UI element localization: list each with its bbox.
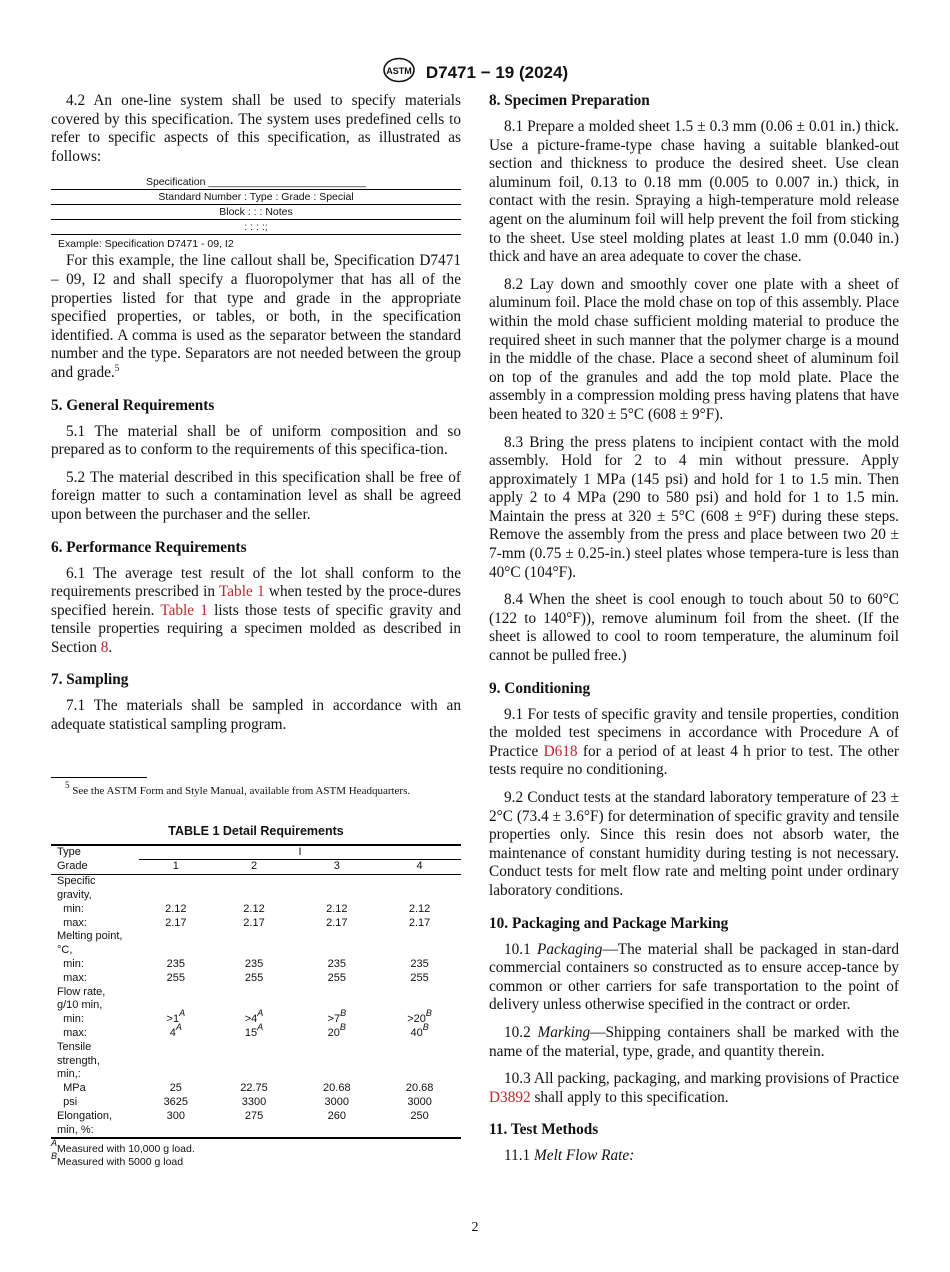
- row-label: min, %:: [51, 1124, 139, 1139]
- table-cell: 25: [169, 1082, 182, 1095]
- table-cell: 250: [410, 1109, 429, 1122]
- paragraph-8-3: 8.3 Bring the press platens to incipient contact with the mold assembly. Hold for 2 to 4 min without pressure. Apply approximately 1 MPa (145 psi) and hold for 1 to 1.5 min. Then apply 2 to 4 MPa (290 to 580 psi) and hold for 1 to 1.5 min. Maintain the press at 320 ± 5°C (608 ± 9°F) during these steps. Remove the assembly from the press and place between two 20 ± 7-mm (0.75 ± 0.25-in.) steel plates whose tempera-ture is less than 40°C (104°F).: [489, 433, 899, 581]
- table-cell: [378, 986, 461, 1000]
- table-note-b: $^B$Measured with 5000 g load: [51, 1151, 184, 1169]
- table-row: [51, 1041, 461, 1055]
- table-cell: [139, 944, 213, 958]
- table-grade-row: [51, 860, 461, 875]
- table-cell: 235: [244, 958, 264, 971]
- section-8-heading: 8. Specimen Preparation: [489, 92, 650, 109]
- table-cell: 235: [327, 958, 346, 971]
- table-type-row: [51, 845, 461, 860]
- paragraph-8-4: 8.4 When the sheet is cool enough to touch about 50 to 60°C (122 to 140°F)), remove aluminum foil from the sheet. (If the sheet is allowed to cool to room temperature, the aluminum foil cannot be pulled free.): [489, 591, 899, 665]
- table-cell: 260: [327, 1109, 346, 1122]
- table-cell: $40^B$: [410, 1022, 429, 1040]
- row-label: Elongation,: [57, 1109, 113, 1122]
- paragraph-8-1: 8.1 Prepare a molded sheet 1.5 ± 0.3 mm (0.06 ± 0.01 in.) thick. Use a picture-frame-type chase having a suitable blanked-out section and thickness to produce the desired sheet. Use clean aluminum foil, 0.13 to 0.18 mm (0.005 to 0.007 in.) thick, in contact with the resin. Spraying a high-temperature mold release agent on the aluminum foil will help prevent the foil from sticking to the sheet. Use steel molding plates at least 1.0 mm (0.040 in.) thick and have an area adequate to cover the chase.: [489, 118, 899, 266]
- table-cell: 255: [244, 971, 264, 984]
- table-cell: $>7^B$: [327, 1008, 347, 1026]
- table-cell: [295, 930, 378, 944]
- row-label: min:: [57, 902, 84, 915]
- logo-text: ASTM: [386, 66, 412, 76]
- footnote-5: $^5$ See the ASTM Form and Style Manual, available from ASTM Headquarters.: [65, 779, 411, 797]
- table-cell: [378, 944, 461, 958]
- type-value: I: [139, 845, 461, 860]
- table-cell: [295, 1055, 378, 1069]
- row-label: min:: [57, 1013, 84, 1026]
- paragraph-5-2: 5.2 The material described in this specification shall be free of foreign matter to such a contamination level as shall be agreed upon between the purchaser and the seller.: [51, 468, 461, 523]
- table-row: [51, 917, 461, 931]
- d3892-link[interactable]: D3892: [489, 1088, 531, 1106]
- table-cell: [295, 986, 378, 1000]
- table-row: [51, 1068, 461, 1082]
- page-header: [0, 57, 950, 88]
- table-cell: 2.12: [165, 902, 187, 915]
- astm-logo-icon: [382, 57, 416, 88]
- table-row: [51, 958, 461, 972]
- footnote-divider: [51, 777, 147, 778]
- document-designation: D7471 − 19 (2024): [425, 62, 569, 82]
- right-column: [489, 92, 899, 1175]
- table-row: [51, 1124, 461, 1139]
- table-cell: [295, 944, 378, 958]
- paragraph-10-3: 10.3 All packing, packaging, and marking provisions of Practice D3892 shall apply to this specification.: [489, 1070, 899, 1106]
- row-label: max:: [57, 1027, 87, 1040]
- table-cell: 3300: [241, 1096, 267, 1108]
- table-row: [51, 889, 461, 903]
- row-label: strength,: [57, 1054, 100, 1067]
- table-cell: [213, 889, 296, 903]
- table-cell: [378, 875, 461, 889]
- table-cell: 3000: [324, 1096, 350, 1108]
- table-row: [51, 1027, 461, 1041]
- paragraph-6-1: 6.1 The average test result of the lot shall conform to the requirements prescribed in Table 1 when tested by the proce-dures specified herein. Table 1 lists those tests of specific gravity and tensile properties requiring a specimen molded as described in Section 8.: [51, 564, 461, 656]
- grade-header: 2: [213, 860, 296, 875]
- row-label: gravity,: [57, 889, 92, 902]
- table-row: [51, 875, 461, 889]
- table-cell: $>1^A$: [166, 1008, 186, 1026]
- table-cell: [139, 1055, 213, 1069]
- row-label: Flow rate,: [57, 985, 106, 998]
- table-cell: [213, 1124, 296, 1139]
- table-cell: [213, 1055, 296, 1069]
- table-cell: 2.17: [326, 916, 348, 929]
- table-cell: [378, 1124, 461, 1139]
- table-cell: 2.12: [243, 902, 265, 915]
- row-label: psi: [57, 1096, 78, 1108]
- table-1-detail-requirements: [51, 844, 461, 1140]
- table-cell: [213, 999, 296, 1013]
- table-cell: 20.68: [405, 1082, 434, 1095]
- table-cell: [213, 944, 296, 958]
- table-cell: [213, 930, 296, 944]
- section-8-link[interactable]: 8: [100, 638, 109, 656]
- paragraph-8-2: 8.2 Lay down and smoothly cover one plate with a sheet of aluminum foil. Place the mold chase on top of this assembly. Place within the mold chase sufficient molding material to produce the required sheet in such manner that the polymer charge is a mound in the middle of the chase. Place a second sheet of aluminum foil on top of the granules and add the top mold plate. Place the assembly in a compression molding press having platens that have been heated to 320 ± 5°C (608 ± 9°F).: [489, 275, 899, 423]
- table-cell: 2.12: [408, 902, 431, 915]
- table-row: [51, 1082, 461, 1096]
- paragraph-9-1: 9.1 For tests of specific gravity and tensile properties, condition the molded test specimens in accordance with Procedure A of Practice D618 for a period of at least 4 h prior to test. The other tests require no conditioning.: [489, 705, 899, 779]
- table-cell: $4^A$: [169, 1022, 182, 1040]
- table-cell: 300: [166, 1109, 185, 1122]
- callout-cell-diagram: [51, 175, 461, 250]
- table-1-link[interactable]: Table 1: [218, 583, 265, 601]
- cell-line-standard: Standard Number : Type : Grade : Special: [51, 190, 461, 205]
- table-row: [51, 1096, 461, 1110]
- table-cell: [139, 1068, 213, 1082]
- cell-example: Example: Specification D7471 - 09, I2: [58, 238, 234, 251]
- table-cell: 22.75: [240, 1082, 268, 1095]
- table-cell: [378, 999, 461, 1013]
- paragraph-10-2: 10.2 Marking—Shipping containers shall be marked with the name of the material, type, grade, and quantity therein.: [489, 1023, 900, 1060]
- table-cell: [378, 1055, 461, 1069]
- table-cell: $>20^B$: [407, 1008, 432, 1026]
- grade-header: 1: [139, 860, 213, 875]
- table-cell: 3000: [407, 1096, 432, 1108]
- table-cell: 20.68: [323, 1082, 351, 1095]
- table-row: [51, 972, 461, 986]
- table-cell: 2.17: [243, 916, 265, 929]
- type-label: Type: [51, 845, 139, 860]
- table-cell: [295, 999, 378, 1013]
- paragraph-5-1: 5.1 The material shall be of uniform composition and so prepared as to conform to the requirements of this specifica-tion.: [51, 422, 461, 459]
- paragraph-11-1: 11.1 Melt Flow Rate:: [504, 1147, 635, 1165]
- table-cell: [213, 875, 296, 889]
- table-1-title: TABLE 1 Detail Requirements: [168, 823, 344, 838]
- table-row: [51, 1013, 461, 1027]
- table-cell: [378, 1041, 461, 1055]
- table-cell: [139, 986, 213, 1000]
- table-row: [51, 930, 461, 944]
- section-10-heading: 10. Packaging and Package Marking: [489, 914, 729, 932]
- section-5-heading: 5. General Requirements: [51, 396, 215, 414]
- row-label: max:: [57, 971, 87, 984]
- table-cell: [139, 889, 213, 903]
- table-cell: $15^A$: [244, 1022, 264, 1040]
- grade-label: Grade: [51, 860, 139, 875]
- row-label: min,:: [57, 1068, 81, 1081]
- cell-line-separators: : : : :;: [51, 220, 461, 235]
- table-cell: 2.12: [326, 902, 348, 915]
- table-cell: [139, 930, 213, 944]
- table-cell: 275: [244, 1109, 264, 1122]
- paragraph-4-2: 4.2 An one-line system shall be used to specify materials covered by this specification. The system uses predefined cells to refer to specific aspects of this specification, as illustrated as follows:: [51, 92, 461, 165]
- paragraph-7-1: 7.1 The materials shall be sampled in accordance with an adequate statistical sampling program.: [51, 697, 461, 734]
- table-cell: [213, 1068, 296, 1082]
- table-cell: [295, 1068, 378, 1082]
- table-cell: 235: [410, 958, 429, 971]
- section-11-heading: 11. Test Methods: [489, 1121, 599, 1139]
- grade-header: 4: [378, 860, 461, 875]
- table-cell: 2.17: [165, 916, 187, 929]
- section-9-heading: 9. Conditioning: [489, 679, 591, 697]
- table-cell: [139, 1041, 213, 1055]
- table-cell: 255: [327, 971, 346, 984]
- table-cell: 2.17: [408, 916, 431, 929]
- grade-header: 3: [295, 860, 378, 875]
- row-label: Melting point,: [57, 930, 123, 943]
- table-row: [51, 986, 461, 1000]
- section-6-heading: 6. Performance Requirements: [51, 538, 247, 556]
- row-label: max:: [57, 916, 87, 929]
- table-row: [51, 944, 461, 958]
- table-note-a: $^A$Measured with 10,000 g load.: [51, 1138, 195, 1156]
- table-cell: [295, 1041, 378, 1055]
- table-cell: [213, 1041, 296, 1055]
- table-cell: $20^B$: [327, 1022, 346, 1040]
- table-cell: [139, 999, 213, 1013]
- paragraph-4-2-example: For this example, the line callout shall be, Specification D7471 – 09, I2 and shall specify a fluoropolymer that has all of the properties listed for that type and grade in the appropriate specified properties, or tables, or both, in the specification identified. A comma is used as the separator between the standard number and the type. Separators are not needed between the group and grade.$^5$: [51, 252, 461, 381]
- table-cell: 255: [410, 971, 429, 984]
- cell-line-specification: Specification ___________________________: [51, 175, 461, 190]
- table-1-notes: [51, 1138, 461, 1169]
- table-cell: [213, 986, 296, 1000]
- table-cell: [295, 1124, 378, 1139]
- cell-line-block: Block : : : Notes: [51, 205, 461, 220]
- row-label: MPa: [57, 1082, 86, 1095]
- table-cell: 255: [166, 971, 185, 984]
- table-1-link[interactable]: Table 1: [160, 601, 208, 619]
- table-cell: [139, 1124, 213, 1139]
- table-row: [51, 903, 461, 917]
- table-cell: [378, 930, 461, 944]
- table-row: [51, 999, 461, 1013]
- row-label: °C,: [57, 944, 73, 957]
- page-number: 2: [471, 1220, 479, 1235]
- table-cell: [295, 889, 378, 903]
- table-cell: [378, 1068, 461, 1082]
- section-7-heading: 7. Sampling: [51, 671, 129, 689]
- table-row: [51, 1110, 461, 1124]
- paragraph-9-2: 9.2 Conduct tests at the standard laboratory temperature of 23 ± 2°C (73.4 ± 3.6°F) for determination of specific gravity and tensile properties only. Since this resin does not absorb water, the maintenance of constant humidity during testing is not necessary. Conduct tests for melt flow rate and melting point under ordinary laboratory conditions.: [489, 789, 899, 899]
- row-label: min:: [57, 958, 84, 971]
- row-label: Tensile: [57, 1040, 92, 1053]
- table-cell: [378, 889, 461, 903]
- table-cell: 235: [166, 958, 185, 971]
- paragraph-10-1: 10.1 Packaging—The material shall be packaged in stan-dard commercial containers so constructed as to ensure accep-tance by common or other carriers for safe transportation to the point of delivery unless otherwise specified in the contract or order.: [489, 940, 899, 1014]
- table-cell: [139, 875, 213, 889]
- row-label: Specific: [57, 875, 96, 888]
- row-label: g/10 min,: [57, 999, 103, 1012]
- d618-link[interactable]: D618: [543, 742, 578, 760]
- footnote-ref[interactable]: 5: [114, 362, 120, 373]
- table-row: [51, 1055, 461, 1069]
- left-column: [51, 92, 461, 1169]
- table-cell: $>4^A$: [244, 1008, 264, 1026]
- table-cell: [295, 875, 378, 889]
- table-cell: 3625: [163, 1096, 189, 1108]
